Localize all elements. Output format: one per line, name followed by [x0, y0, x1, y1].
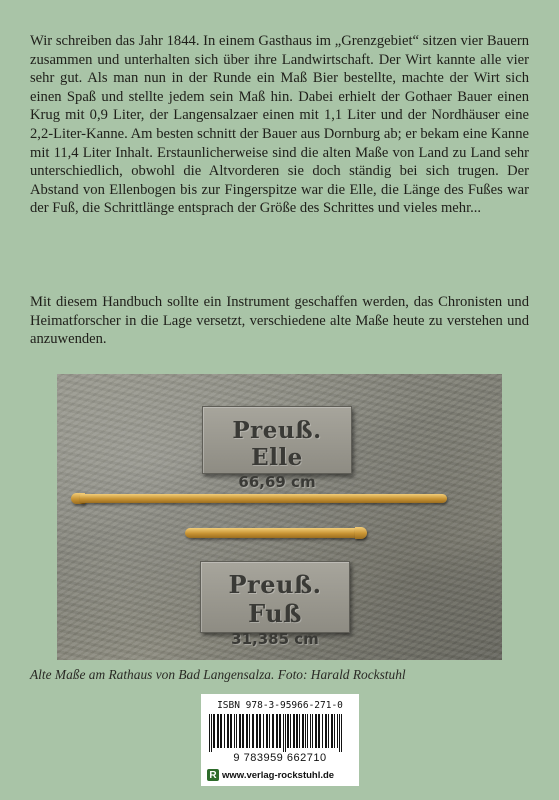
barcode-bar: [234, 714, 235, 748]
barcode-bar: [224, 714, 225, 748]
plaque-fuss-value: 31,385 cm: [231, 630, 319, 648]
plaque-elle-value: 66,69 cm: [238, 473, 316, 491]
barcode-bar: [252, 714, 254, 748]
barcode-bar: [334, 714, 335, 748]
barcode-bar: [318, 714, 320, 748]
barcode-guard-bar: [209, 714, 210, 752]
barcode-bar: [290, 714, 291, 748]
barcode-bar: [272, 714, 274, 748]
photo-caption: Alte Maße am Rathaus von Bad Langensalza. Foto: Harald Rockstuhl: [30, 667, 406, 682]
barcode-bar: [310, 714, 311, 748]
barcode-bar: [239, 714, 241, 748]
barcode-bar: [337, 714, 338, 748]
barcode-guard-bar: [339, 714, 340, 752]
barcode-bar: [307, 714, 308, 748]
barcode-bar: [227, 714, 229, 748]
body-paragraph-1: Wir schreiben das Jahr 1844. In einem Gasthaus im „Grenzgebiet“ sitzen vier Bauern zusammen und unterhalten sich über ihre Landwirtschaft. Der Wirt kannte alle vier sehr gut. Als man nun in der Runde ein Maß Bier bestellte, machte der Wirt sich einen Spaß und stellte jedem sein Maß hin. Dabei erhielt der Gothaer Bauer einen Krug mit 0,9 Liter, der Langensalzaer einen mit 1,1 Liter und der Nordhäuser eine 2,2-Liter-Kanne. Am besten schnitt der Bauer aus Dornburg ab; er bekam eine Kanne mit 11,4 Liter Inhalt. Erstaunlicherweise sind die alten Maße von Land zu Land sehr unterschiedlich, obwohl die Altvorderen sie doch ständig bei sich trugen. Der Abstand von Ellenbogen bis zur Fingerspitze war die Elle, die Länge des Fußes war der Fuß, die Schrittlänge entsprach der Größe des Schrittes und vieles mehr...: [30, 33, 529, 217]
plaque-fuss: [200, 561, 350, 648]
barcode-bar: [276, 714, 278, 748]
body-paragraph-2: Mit diesem Handbuch sollte ein Instrument geschaffen werden, das Chronisten und Heimatforscher in die Lage versetzt, verschiedene alte Maße heute zu verstehen und anzuwenden.: [30, 294, 529, 348]
barcode-bar: [256, 714, 258, 748]
barcode-bar: [242, 714, 244, 748]
barcode-bar: [213, 714, 215, 748]
plaque-elle: [202, 406, 352, 491]
publisher-logo-icon: R: [207, 769, 219, 781]
isbn-barcode-box: [201, 694, 359, 786]
barcode-guard-bar: [341, 714, 342, 752]
plaque-fuss-title: Preuß. Fuß: [228, 570, 322, 628]
cover-photo: [57, 374, 502, 660]
barcode-bar: [279, 714, 281, 748]
barcode-bar: [269, 714, 270, 748]
plaque-elle-title: Preuß. Elle: [232, 417, 322, 471]
fuss-rod: [185, 528, 365, 538]
barcode-guard-bar: [283, 714, 284, 752]
elle-rod: [80, 494, 447, 503]
barcode-bar: [312, 714, 313, 748]
barcode-bar: [325, 714, 327, 748]
barcode-bar: [246, 714, 248, 748]
barcode-guard-bar: [285, 714, 286, 752]
barcode-bar: [217, 714, 219, 748]
barcode-bar: [293, 714, 295, 748]
barcode-bar: [299, 714, 300, 748]
barcode-bar: [328, 714, 329, 748]
fuss-rod-tip: [355, 527, 367, 539]
publisher-line: [207, 768, 357, 782]
isbn-text: ISBN 978-3-95966-271-0: [217, 700, 343, 711]
barcode-bar: [331, 714, 333, 748]
barcode-bar: [230, 714, 232, 748]
barcode-bar: [249, 714, 250, 748]
barcode-bar: [296, 714, 298, 748]
barcode-digits: 9 783959 662710: [233, 752, 327, 764]
barcode-bar: [259, 714, 261, 748]
barcode-bar: [263, 714, 264, 748]
barcode-bar: [315, 714, 317, 748]
barcode-bar: [305, 714, 306, 748]
barcode-bar: [302, 714, 304, 748]
barcode-bar: [266, 714, 268, 748]
barcode-bar: [322, 714, 323, 748]
barcode-graphic: [207, 714, 353, 752]
barcode-guard-bar: [211, 714, 212, 752]
publisher-url: www.verlag-rockstuhl.de: [222, 769, 335, 781]
barcode-bar: [287, 714, 289, 748]
barcode-bar: [220, 714, 222, 748]
barcode-bar: [236, 714, 237, 748]
